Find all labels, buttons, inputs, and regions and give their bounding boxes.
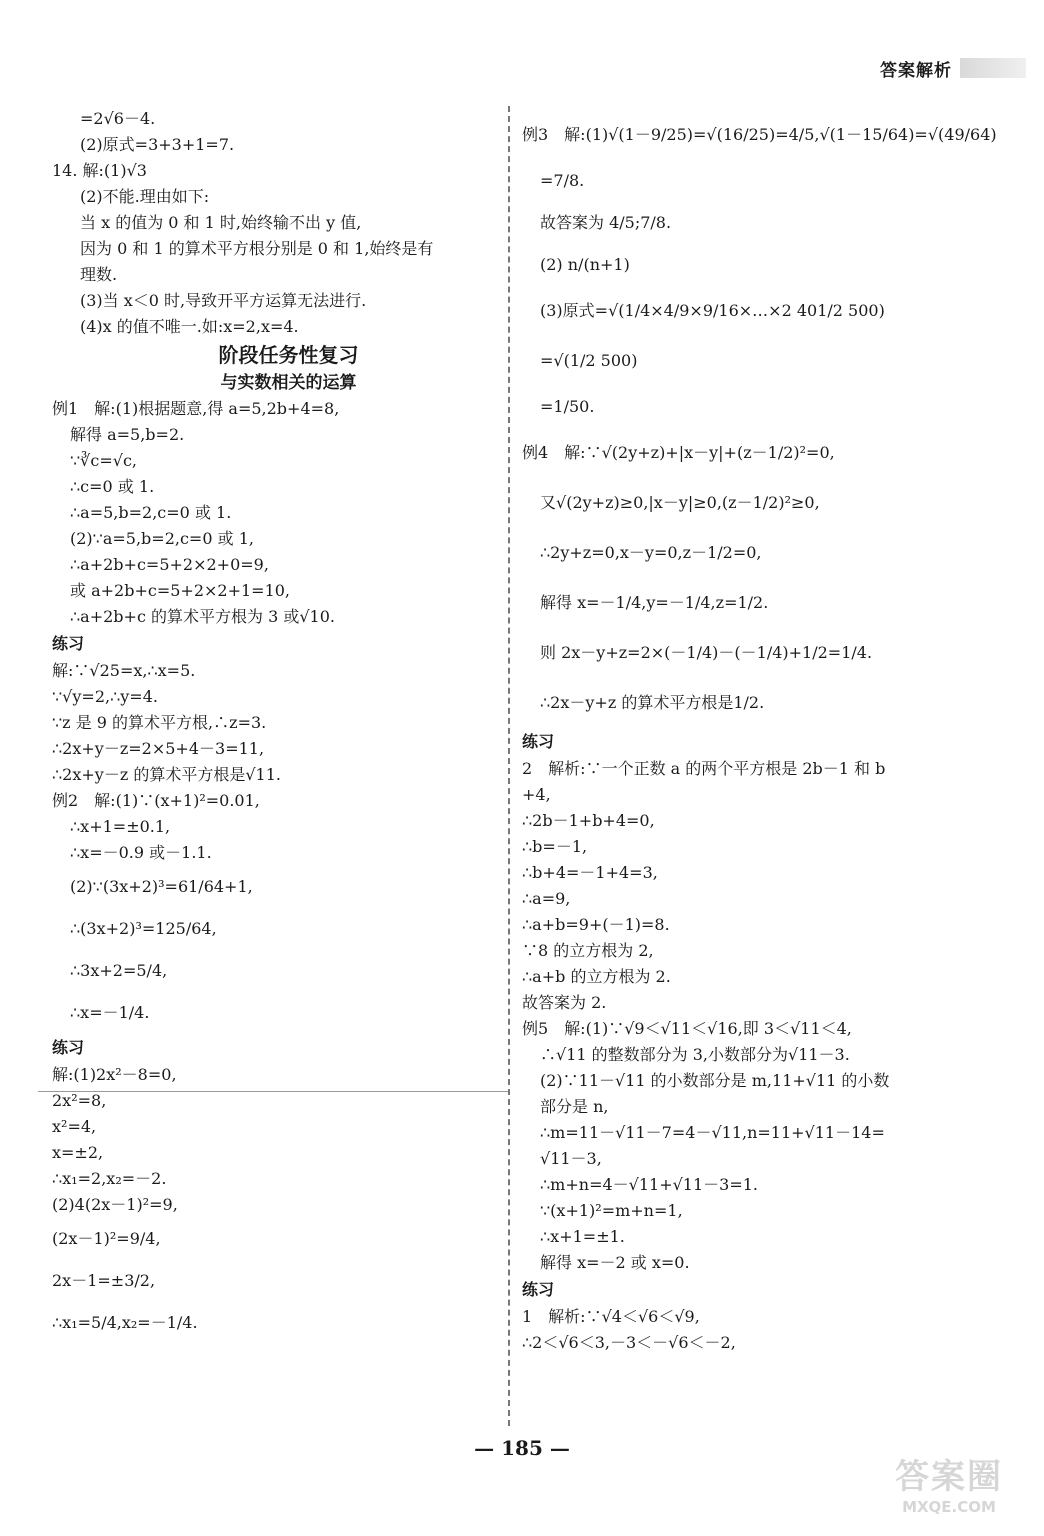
text-line: 当 x 的值为 0 和 1 时,始终输不出 y 值, [80, 213, 362, 232]
practice-heading: 练习 [52, 1038, 85, 1057]
text-line: 又√(2y+z)≥0,|x－y|≥0,(z－1/2)²≥0, [540, 493, 820, 512]
text-line: (4)x 的值不唯一.如:x=2,x=4. [80, 317, 299, 336]
practice-heading: 练习 [52, 634, 85, 653]
text-line: ∵8 的立方根为 2, [522, 941, 654, 960]
text-line: (2)4(2x－1)²=9, [52, 1195, 178, 1214]
text-line: ∴a=9, [522, 889, 571, 908]
page-number: — 185 — [474, 1436, 570, 1460]
text-line: 因为 0 和 1 的算术平方根分别是 0 和 1,始终是有 [80, 239, 434, 258]
text-line: ∴√11 的整数部分为 3,小数部分为√11－3. [540, 1045, 850, 1064]
text-line: x=±2, [52, 1143, 104, 1162]
text-line: (2)不能.理由如下: [80, 187, 210, 206]
text-line: =1/50. [540, 397, 595, 416]
text-line: 14. 解:(1)√3 [52, 161, 147, 180]
text-line: (2) n/(n+1) [540, 255, 630, 274]
text-line: ∵(x+1)²=m+n=1, [540, 1201, 683, 1220]
text-line: ∴x₁=2,x₂=－2. [52, 1169, 167, 1188]
text-line: ∴x₁=5/4,x₂=－1/4. [52, 1313, 198, 1332]
text-line: ∴m=11－√11－7=4－√11,n=11+√11－14= [540, 1123, 885, 1142]
text-line: ∴m+n=4－√11+√11－3=1. [540, 1175, 759, 1194]
text-line: +4, [522, 785, 551, 804]
column-divider [508, 106, 510, 1426]
text-line: ∴x+1=±1. [540, 1227, 625, 1246]
text-line: 例5 解:(1)∵√9＜√11＜√16,即 3＜√11＜4, [522, 1019, 852, 1038]
text-line: √11－3, [540, 1149, 602, 1168]
text-line: 故答案为 2. [522, 993, 607, 1012]
section-subtitle: 与实数相关的运算 [220, 373, 357, 393]
text-line: ∴2＜√6＜3,－3＜－√6＜－2, [522, 1333, 736, 1352]
text-line: ∴2x+y－z=2×5+4－3=11, [52, 739, 265, 758]
text-line: (2)原式=3+3+1=7. [80, 135, 235, 154]
text-line: ∴b=－1, [522, 837, 588, 856]
text-line: =√(1/2 500) [540, 351, 638, 370]
text-line: 解得 a=5,b=2. [70, 425, 185, 444]
practice-heading: 练习 [522, 732, 555, 751]
text-line: 1 解析:∵√4＜√6＜√9, [522, 1307, 700, 1326]
text-line: 2x－1=±3/2, [52, 1271, 156, 1290]
right-column [522, 110, 997, 1356]
text-line: 2 解析:∵一个正数 a 的两个平方根是 2b－1 和 b [522, 759, 886, 778]
text-line: 2x²=8, [52, 1091, 107, 1110]
text-line: 解:(1)2x²－8=0, [52, 1065, 177, 1084]
text-line: 解得 x=－2 或 x=0. [540, 1253, 690, 1272]
text-line: (2)∵(3x+2)³=61/64+1, [70, 877, 253, 896]
text-line: ∴x+1=±0.1, [70, 817, 171, 836]
text-line: 理数. [80, 265, 118, 284]
text-line: 解得 x=－1/4,y=－1/4,z=1/2. [540, 593, 769, 612]
text-line: 则 2x－y+z=2×(－1/4)－(－1/4)+1/2=1/4. [540, 643, 873, 662]
text-line: ∴2x+y－z 的算术平方根是√11. [52, 765, 281, 784]
text-line: (3)当 x＜0 时,导致开平方运算无法进行. [80, 291, 367, 310]
text-line: ∴x=－1/4. [70, 1003, 150, 1022]
text-line: 例3 解:(1)√(1－9/25)=√(16/25)=4/5,√(1－15/64)=√(49/64) [522, 125, 997, 144]
text-line: x²=4, [52, 1117, 97, 1136]
text-line: (2)∵11－√11 的小数部分是 m,11+√11 的小数 [540, 1071, 890, 1090]
text-line: (2)∵a=5,b=2,c=0 或 1, [70, 529, 254, 548]
text-line: ∴3x+2=5/4, [70, 961, 168, 980]
text-line: ∴2x－y+z 的算术平方根是1/2. [540, 693, 765, 712]
text-line: 解:∵√25=x,∴x=5. [52, 661, 196, 680]
text-line: 部分是 n, [540, 1097, 609, 1116]
header-label: 答案解析 [880, 61, 952, 81]
text-line: ∴a+2b+c 的算术平方根为 3 或√10. [70, 607, 335, 626]
text-line: 或 a+2b+c=5+2×2+1=10, [70, 581, 291, 600]
text-line: 例1 解:(1)根据题意,得 a=5,2b+4=8, [52, 399, 340, 418]
text-line: ∴a+b=9+(－1)=8. [522, 915, 670, 934]
text-line: 故答案为 4/5;7/8. [540, 213, 672, 232]
text-line: ∴x=－0.9 或－1.1. [70, 843, 212, 862]
text-line: ∴a+b 的立方根为 2. [522, 967, 671, 986]
header-decor-bar [960, 58, 1026, 78]
text-line: =2√6－4. [80, 109, 156, 128]
left-column [52, 106, 497, 1344]
text-line: ∴c=0 或 1. [70, 477, 155, 496]
practice-heading: 练习 [522, 1280, 555, 1299]
text-line: ∴b+4=－1+4=3, [522, 863, 658, 882]
text-line: =7/8. [540, 171, 585, 190]
text-line: ∵z 是 9 的算术平方根,∴z=3. [52, 713, 267, 732]
text-line: 例4 解:∵√(2y+z)+|x－y|+(z－1/2)²=0, [522, 443, 835, 462]
watermark-domain: MXQE.COM [902, 1498, 996, 1516]
watermark-title: 答案圈 [895, 1457, 1003, 1497]
text-line: 例2 解:(1)∵(x+1)²=0.01, [52, 791, 260, 810]
text-line: (3)原式=√(1/4×4/9×9/16×…×2 401/2 500) [540, 301, 885, 320]
text-line: ∵√y=2,∴y=4. [52, 687, 158, 706]
text-line: ∴a=5,b=2,c=0 或 1. [70, 503, 232, 522]
text-line: ∴a+2b+c=5+2×2+0=9, [70, 555, 269, 574]
section-title: 阶段任务性复习 [218, 343, 359, 367]
text-line: ∴(3x+2)³=125/64, [70, 919, 217, 938]
text-line: (2x－1)²=9/4, [52, 1229, 161, 1248]
watermark-logo [864, 1456, 1034, 1526]
text-line: ∴2b－1+b+4=0, [522, 811, 655, 830]
text-line: ∵∛c=√c, [70, 451, 137, 470]
text-line: ∴2y+z=0,x－y=0,z－1/2=0, [540, 543, 762, 562]
